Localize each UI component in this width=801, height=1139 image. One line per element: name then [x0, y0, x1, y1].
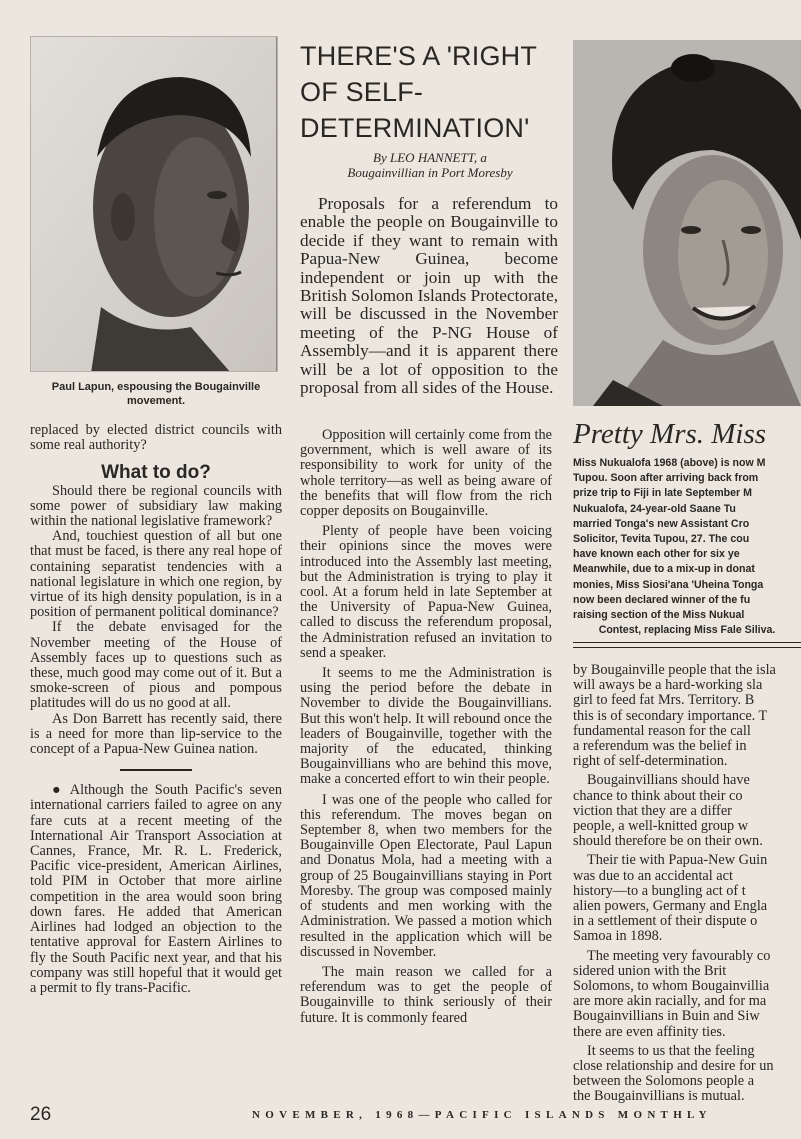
- text-line: between the Solomons people a: [573, 1073, 755, 1090]
- text-line: Their tie with Papua-New Guin: [587, 852, 768, 869]
- column-middle: [300, 428, 552, 1026]
- divider-rule: [120, 769, 192, 771]
- subheading: What to do?: [101, 462, 211, 484]
- text-line: fundamental reason for the call: [573, 722, 751, 739]
- text-line: Solomons, to whom Bougainvillia: [573, 978, 770, 995]
- caption-line: have known each other for six ye: [573, 548, 740, 561]
- caption-line: Nukualofa, 24-year-old Saane Tu: [573, 502, 736, 515]
- text-line: in a settlement of their dispute o: [573, 913, 758, 930]
- byline-line: Bougainvillian in Port Moresby: [347, 165, 513, 180]
- news-item: ● Although the South Pacific's seven international carriers failed to agree on any fare cuts at a recent meeting of the International Air Transport Association at Cannes, France, Mr. R. L. Frederick, Pacific vice-president, American Airlines, told PIM in October that more airline competition in the area would soon bring down fares. He added that American Airlines had lodged an objection to the tentative approval for Eastern Airlines to fly the South Pacific next year, and that his company was still hopeful that it would get a permit to fly trans-Pacific.: [30, 782, 282, 996]
- photo-caption: Paul Lapun, espousing the Bougainville movement.: [51, 381, 261, 407]
- text-line: this is of secondary importance. T: [573, 707, 768, 724]
- text-line: It seems to us that the feeling: [587, 1042, 755, 1059]
- text-line: was due to an accidental act: [573, 867, 733, 884]
- text-line: alien powers, Germany and Engla: [573, 898, 768, 915]
- paragraph: replaced by elected district councils with some real authority?: [30, 422, 282, 454]
- lede-paragraph: Proposals for a referendum to enable the people on Bougainville to decide if they want to remain with Papua-New Guinea, become independent or join up with the British Solomon Islands Protectorate, will be discussed in the November meeting of the P-NG House of Assembly—and it is apparent there will be a lot of opposition to the proposal from all sides of the House.: [300, 194, 558, 398]
- text-line: Bougainvillians should have: [587, 772, 750, 789]
- caption-line: monies, Miss Siosi'ana 'Uheina Tonga: [573, 578, 764, 591]
- sidebar-title: Pretty Mrs. Miss: [573, 418, 767, 450]
- caption-line: Solicitor, Tevita Tupou, 27. The cou: [573, 533, 750, 546]
- double-divider-rule: [573, 642, 801, 648]
- caption-line: Meanwhile, due to a mix-up in donat: [573, 563, 755, 576]
- text-line: by Bougainville people that the isla: [573, 663, 776, 678]
- lede: [300, 195, 558, 397]
- text-line: Bougainvillians in Buin and Siw: [573, 1008, 760, 1025]
- caption-line: married Tonga's new Assistant Cro: [573, 517, 750, 530]
- paragraph: If the debate envisaged for the November meeting of the House of Assembly faces up to questions such as these, much good may come out of it. But a smoke-screen of pious and pompous platitudes will do us no good at all.: [30, 619, 282, 712]
- paragraph: Opposition will certainly come from the government, which is well aware of its responsibility to work for unity of the whole territory—as well as being aware of the benefits that will flow from the rich copper deposits on Bougainville.: [300, 427, 552, 520]
- page-footer: [30, 1104, 801, 1134]
- text-line: the Bougainvillians is mutual.: [573, 1088, 745, 1105]
- text-line: viction that they are a differ: [573, 802, 732, 819]
- caption-line: now been declared winner of the fu: [573, 593, 751, 606]
- caption-line: Miss Nukualofa 1968 (above) is now M: [573, 457, 766, 469]
- text-line: should therefore be on their own.: [573, 833, 763, 850]
- text-line: people, a well-knitted group w: [573, 818, 749, 835]
- paragraph: Plenty of people have been voicing their opinions since the moves were introduced into the Assembly last meeting, but the Administration is trying to play it cool. At a forum held in late September at the University of Papua-New Guinea, called to discuss the referendum proposal, the Administration refused an invitation to send a speaker.: [300, 523, 552, 661]
- caption-line: Contest, replacing Miss Fale Siliva.: [598, 624, 776, 637]
- column-left: [30, 423, 282, 996]
- text-line: girl to feed fat Mrs. Territory. B: [573, 692, 755, 709]
- text-line: Samoa in 1898.: [573, 928, 663, 945]
- caption-line: Tupou. Soon after arriving back from: [573, 472, 759, 485]
- text-line: there are even affinity ties.: [573, 1023, 726, 1040]
- text-line: are more akin racially, and for ma: [573, 993, 767, 1010]
- paragraph: The main reason we called for a referendum was to get the people of Bougainville to think seriously of their future. It is commonly feared: [300, 963, 552, 1026]
- paragraph: It seems to me the Administration is using the period before the debate in November to divide the Bougainvillians. But this won't help. It will rebound once the leaders of Bougainville, together with the majority of the educated, thinking Bougainvillians who are behind this move, make a concerted effort to win their people.: [300, 665, 552, 788]
- sidebar-caption: [573, 456, 801, 638]
- text-line: history—to a bungling act of t: [573, 882, 746, 899]
- paragraph: Should there be regional councils with some power of subsidiary law making within the national legislative framework?: [30, 482, 282, 530]
- text-line: close relationship and desire for un: [573, 1058, 774, 1075]
- portrait-photo-miss-nukualofa: [573, 40, 801, 406]
- text-line: will aways be a hard-working sla: [573, 677, 763, 694]
- text-line: The meeting very favourably co: [587, 947, 771, 964]
- column-right: [573, 663, 801, 1105]
- portrait-photo-paul-lapun: [30, 36, 278, 372]
- caption-line: raising section of the Miss Nukual: [573, 609, 745, 622]
- paragraph: I was one of the people who called for this referendum. The moves began on September 8, when two members for the Bougainville Open Electorate, Paul Lapun and Donatus Mola, had a meeting with a group of 25 Bougainvillians staying in Port Moresby. The group was composed mainly of students and men working with the Administration. We passed a motion which resulted in the application which will be discussed in November.: [300, 791, 552, 960]
- running-footer: NOVEMBER, 1968—PACIFIC ISLANDS MONTHLY: [252, 1109, 712, 1121]
- article-headline: THERE'S A 'RIGHT OF SELF-DETERMINATION': [300, 41, 537, 143]
- byline-line: By LEO HANNETT, a: [373, 150, 487, 165]
- text-line: chance to think about their co: [573, 787, 743, 804]
- page-number: 26: [30, 1104, 52, 1125]
- paragraph: As Don Barrett has recently said, there is a need for more than lip-service to the concept of a Papua-New Guinea nation.: [30, 710, 282, 758]
- text-line: sidered union with the Brit: [573, 962, 727, 979]
- text-line: right of self-determination.: [573, 753, 728, 770]
- byline: [300, 150, 560, 180]
- paragraph: And, touchiest question of all but one that must be faced, is there any real hope of containing separatist tendencies with a national legislature in which one region, by virtue of its high density population, is in a position of permanent political dominance?: [30, 528, 282, 621]
- text-line: a referendum was the belief in: [573, 738, 747, 755]
- caption-line: prize trip to Fiji in late September M: [573, 487, 752, 500]
